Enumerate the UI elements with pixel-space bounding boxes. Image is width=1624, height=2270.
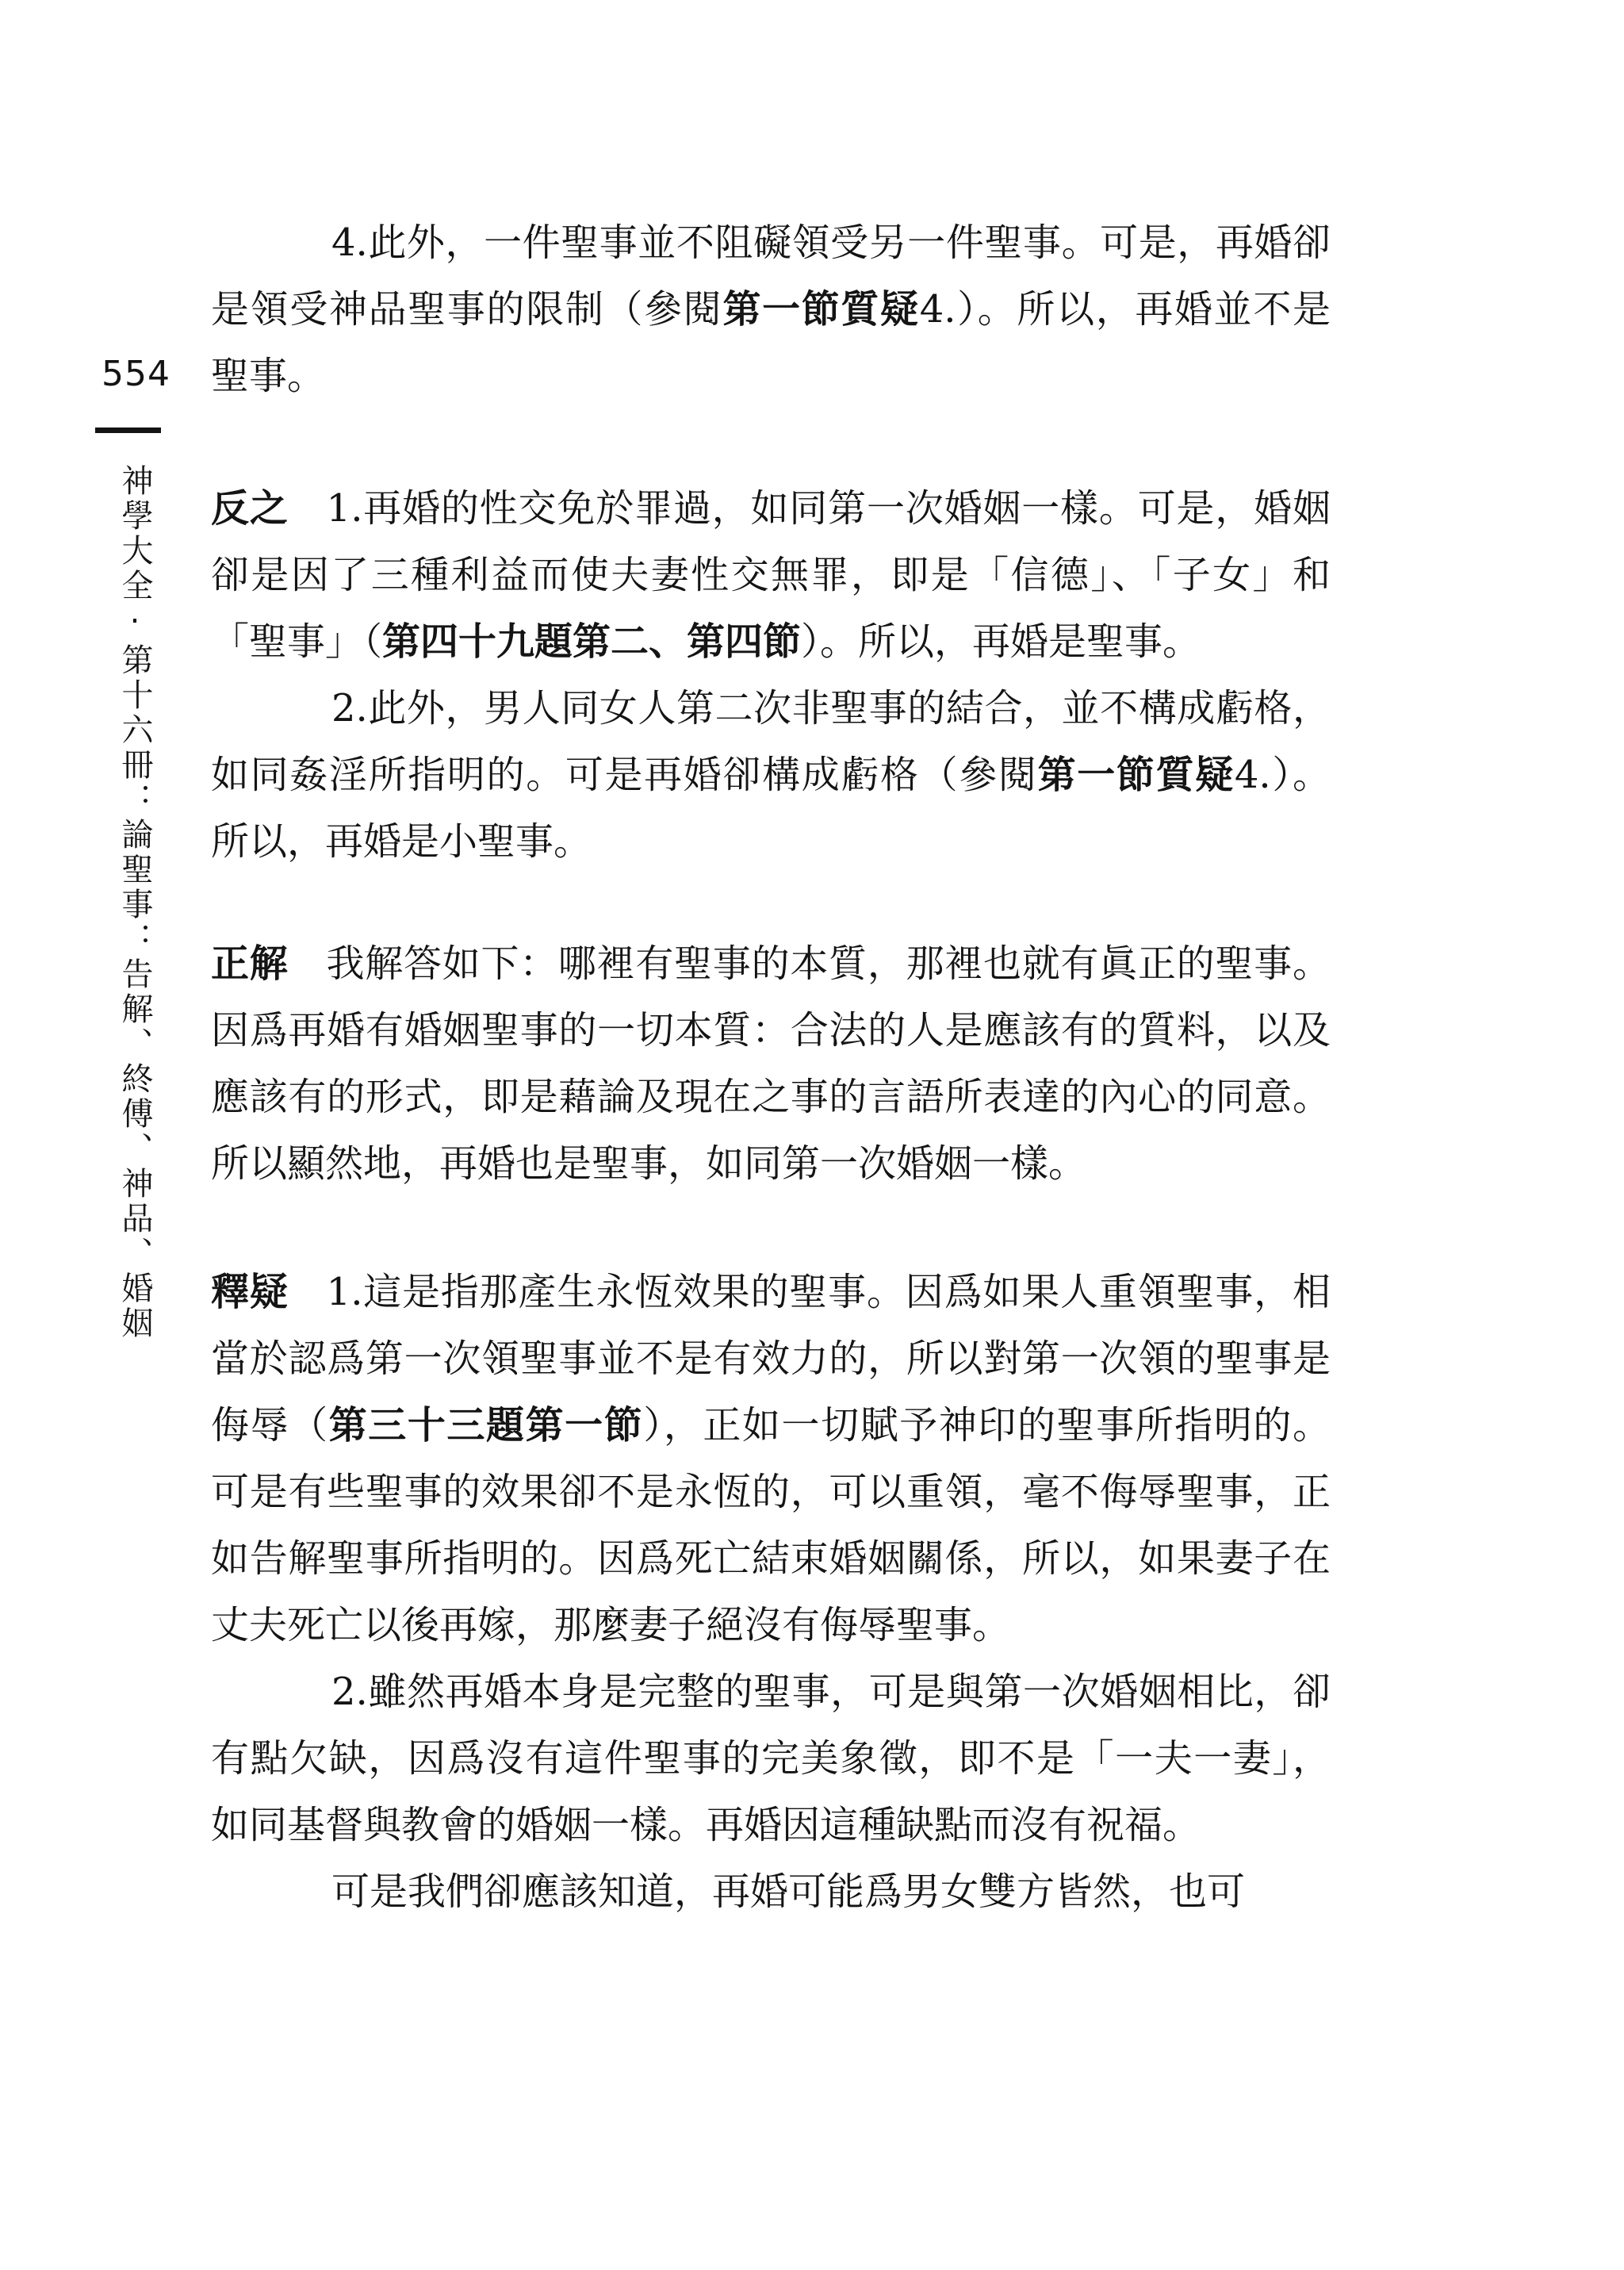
reply-paragraph-1 bbox=[211, 1259, 1331, 1658]
contra-2-reference: 第一節質疑 bbox=[1037, 753, 1235, 797]
reply-1-reference: 第三十三題第一節 bbox=[328, 1403, 644, 1448]
contra-paragraph-1 bbox=[211, 475, 1331, 675]
objection-4-block bbox=[211, 209, 1331, 409]
objection-4-text-b: 4.）。所以，再婚並不是聖事。 bbox=[211, 287, 1331, 398]
contra-paragraph-2 bbox=[211, 675, 1331, 875]
answer-paragraph bbox=[211, 930, 1331, 1197]
objection-4-reference: 第一節質疑 bbox=[722, 287, 920, 332]
objection-4-paragraph bbox=[211, 209, 1331, 409]
running-header: 神學大全‧第十六冊：論聖事：告解、終傅、神品、婚姻 bbox=[117, 464, 153, 1341]
replies-section bbox=[211, 1259, 1331, 1925]
contra-1-reference: 第四十九題第二、第四節 bbox=[382, 619, 802, 664]
reply-paragraph-3: 可是我們卻應該知道，再婚可能爲男女雙方皆然，也可 bbox=[331, 1869, 1246, 1914]
answer-section bbox=[211, 930, 1331, 1197]
contra-section bbox=[211, 475, 1331, 875]
answer-text: 我解答如下：哪裡有聖事的本質，那裡也就有眞正的聖事。因爲再婚有婚姻聖事的一切本質：合法的人是應該有的質料，以及應該有的形式，即是藉論及現在之事的言語所表達的內心的同意。所以顯然地，再婚也是聖事，如同第一次婚姻一樣。 bbox=[211, 941, 1331, 1186]
contra-1-text-a: 1.再婚的性交免於罪過，如同第一次婚姻一樣。可是，婚姻卻是因了三種利益而使夫妻性交無罪，即是「信德」、「子女」和「聖事」（ bbox=[211, 486, 1331, 664]
answer-label: 正解 bbox=[211, 941, 289, 986]
contra-2-text-a: 2.此外，男人同女人第二次非聖事的結合，並不構成虧格，如同姦淫所指明的。可是再婚卻構成虧格（參閱 bbox=[211, 686, 1331, 797]
reply-1-text-a: 1.這是指那產生永恆效果的聖事。因爲如果人重領聖事，相當於認爲第一次領聖事並不是有效力的，所以對第一次領的聖事是侮辱（ bbox=[211, 1270, 1331, 1448]
reply-paragraph-2: 2.雖然再婚本身是完整的聖事，可是與第一次婚姻相比，卻有點欠缺，因爲沒有這件聖事的完美象徵，即不是「一夫一妻」，如同基督與教會的婚姻一樣。再婚因這種缺點而沒有祝福。 bbox=[211, 1670, 1331, 1847]
contra-label: 反之 bbox=[211, 486, 289, 531]
replies-label: 釋疑 bbox=[211, 1270, 289, 1314]
contra-1-text-b: ）。所以，再婚是聖事。 bbox=[801, 619, 1201, 664]
objection-4-text-a: 4.此外，一件聖事並不阻礙領受另一件聖事。可是，再婚卻是領受神品聖事的限制（參閱 bbox=[211, 220, 1331, 332]
reply-1-text-b: ），正如一切賦予神印的聖事所指明的。可是有些聖事的效果卻不是永恆的，可以重領，毫不侮辱聖事，正如告解聖事所指明的。因爲死亡結束婚姻關係，所以，如果妻子在丈夫死亡以後再嫁，那麼妻子絕沒有侮辱聖事。 bbox=[211, 1403, 1331, 1647]
page-number: 554 bbox=[102, 354, 170, 394]
header-divider bbox=[95, 428, 161, 433]
contra-2-text-b: 4.）。所以，再婚是小聖事。 bbox=[211, 753, 1331, 864]
